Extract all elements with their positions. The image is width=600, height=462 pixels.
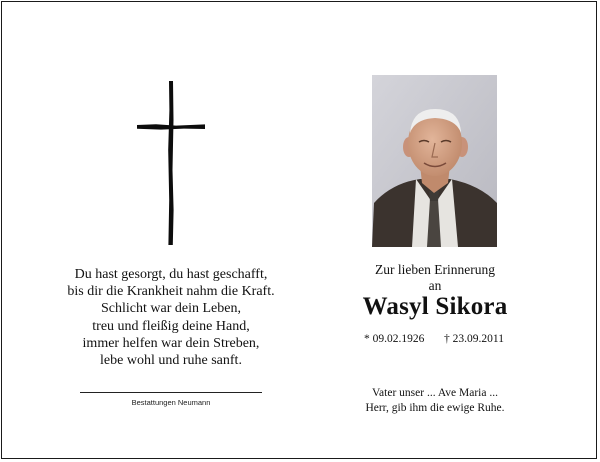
memory-line: Zur lieben Erinnerung: [375, 262, 495, 277]
verse-line: treu und fleißig deine Hand,: [92, 318, 250, 334]
memory-line: an: [428, 278, 442, 293]
undertaker-name: Bestattungen Neumann: [131, 398, 211, 407]
prayer-line: Vater unser ... Ave Maria ...: [372, 387, 498, 399]
prayer-text: [340, 386, 530, 415]
death-date: † 23.09.2011: [444, 333, 504, 345]
verse-line: lebe wohl und ruhe sanft.: [100, 353, 242, 369]
signature-divider: [80, 392, 262, 393]
cross-icon: [136, 80, 206, 246]
verse-line: Schlicht war dein Leben,: [101, 301, 241, 317]
birth-date: * 09.02.1926: [364, 333, 425, 345]
memorial-verse: [40, 266, 302, 369]
prayer-line: Herr, gib ihm die ewige Ruhe.: [365, 401, 505, 414]
portrait-photo: [372, 75, 497, 247]
verse-line: immer helfen war dein Streben,: [82, 335, 260, 351]
verse-line: bis dir die Krankheit nahm die Kraft.: [67, 284, 275, 300]
verse-line: Du hast gesorgt, du hast geschafft,: [74, 267, 268, 282]
memory-heading: [340, 262, 530, 294]
deceased-name: Wasyl Sikora: [362, 293, 508, 320]
